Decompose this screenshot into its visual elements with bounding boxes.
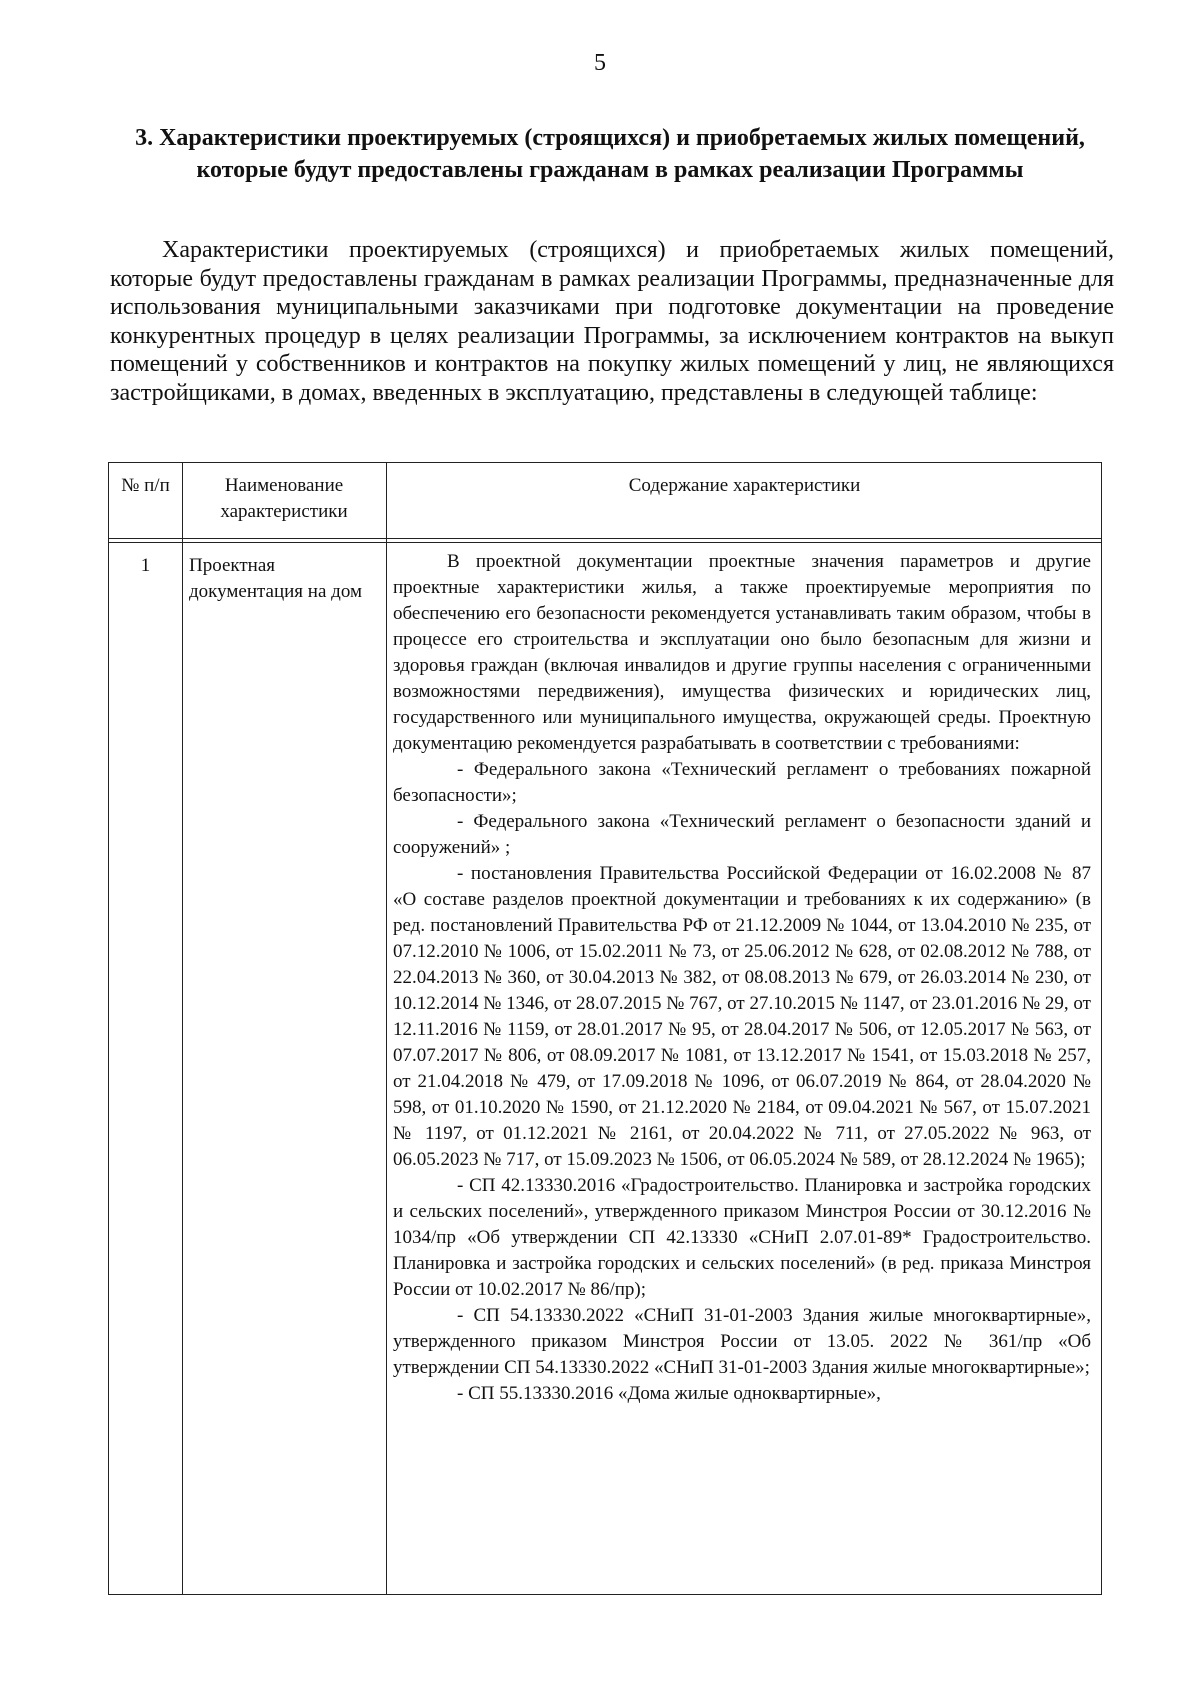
header-number: № п/п: [121, 475, 170, 496]
content-list-item: - Федерального закона «Технический регламент о безопасности зданий и сооружений» ;: [393, 811, 1091, 858]
content-list-item: - Федерального закона «Технический регламент о требованиях пожарной безопасности»;: [393, 759, 1091, 806]
intro-paragraph: Характеристики проектируемых (строящихся) и приобретаемых жилых помещений, которые будут предоставлены гражданам в рамках реализации Программы, предназначенные для использования муниципальными заказчиками при подготовке документации на проведение конкурентных процедур в целях реализации Программы, за исключением контрактов на выкуп помещений у собственников и контрактов на покупку жилых помещений у лиц, не являющихся застройщиками, в домах, введенных в эксплуатацию, представлены в следующей таблице:: [110, 237, 1114, 406]
column-divider: [182, 463, 183, 1594]
content-list-item: - СП 42.13330.2016 «Градостроительство. Планировка и застройка городских и сельских поселений», утвержденного приказом Минстроя России от 30.12.2016 № 1034/пр «Об утверждении СП 42.13330 «СНиП 2.07.01-89* Градостроительство. Планировка и застройка городских и сельских поселений» (в ред. приказа Минстроя России от 10.02.2017 № 86/пр);: [393, 1175, 1091, 1300]
row-name: Проектная документация на дом: [189, 555, 362, 602]
row-content: [393, 549, 1091, 1407]
column-divider: [386, 463, 387, 1594]
header-divider: [109, 538, 1101, 543]
row-number: 1: [140, 555, 151, 576]
header-name: Наименование характеристики: [220, 475, 348, 522]
characteristics-table: [108, 462, 1102, 1595]
page-number: 5: [594, 50, 606, 76]
content-list-item: - СП 54.13330.2022 «СНиП 31-01-2003 Здания жилые многоквартирные», утвержденного приказом Минстроя России от 13.05. 2022 № 361/пр «Об утверждении СП 54.13330.2022 «СНиП 31-01-2003 Здания жилые многоквартирные»;: [393, 1305, 1091, 1378]
section-title: 3. Характеристики проектируемых (строящихся) и приобретаемых жилых помещений, которые будут предоставлены гражданам в рамках реализации Программы: [135, 125, 1085, 183]
content-list-item: - СП 55.13330.2016 «Дома жилые одноквартирные»,: [457, 1383, 881, 1404]
content-paragraph: В проектной документации проектные значения параметров и другие проектные характеристики жилья, а также проектируемые мероприятия по обеспечению его безопасности рекомендуется устанавливать таким образом, чтобы в процессе его строительства и эксплуатации оно было безопасным для жизни и здоровья граждан (включая инвалидов и другие группы населения с ограниченными возможностями передвижения), имущества физических и юридических лиц, государственного или муниципального имущества, окружающей среды. Проектную документацию рекомендуется разрабатывать в соответствии с требованиями:: [393, 551, 1091, 754]
header-content: Содержание характеристики: [628, 475, 861, 496]
content-list-item: - постановления Правительства Российской Федерации от 16.02.2008 № 87 «О составе разделов проектной документации и требованиях к их содержанию» (в ред. постановлений Правительства РФ от 21.12.2009 № 1044, от 13.04.2010 № 235, от 07.12.2010 № 1006, от 15.02.2011 № 73, от 25.06.2012 № 628, от 02.08.2012 № 788, от 22.04.2013 № 360, от 30.04.2013 № 382, от 08.08.2013 № 679, от 26.03.2014 № 230, от 10.12.2014 № 1346, от 28.07.2015 № 767, от 27.10.2015 № 1147, от 23.01.2016 № 29, от 12.11.2016 № 1159, от 28.01.2017 № 95, от 28.04.2017 № 506, от 12.05.2017 № 563, от 07.07.2017 № 806, от 08.09.2017 № 1081, от 13.12.2017 № 1541, от 15.03.2018 № 257, от 21.04.2018 № 479, от 17.09.2018 № 1096, от 06.07.2019 № 864, от 28.04.2020 № 598, от 01.10.2020 № 1590, от 21.12.2020 № 2184, от 09.04.2021 № 567, от 15.07.2021 № 1197, от 01.12.2021 № 2161, от 20.04.2022 № 711, от 27.05.2022 № 963, от 06.05.2023 № 717, от 15.09.2023 № 1506, от 06.05.2024 № 589, от 28.12.2024 № 1965);: [393, 863, 1091, 1170]
